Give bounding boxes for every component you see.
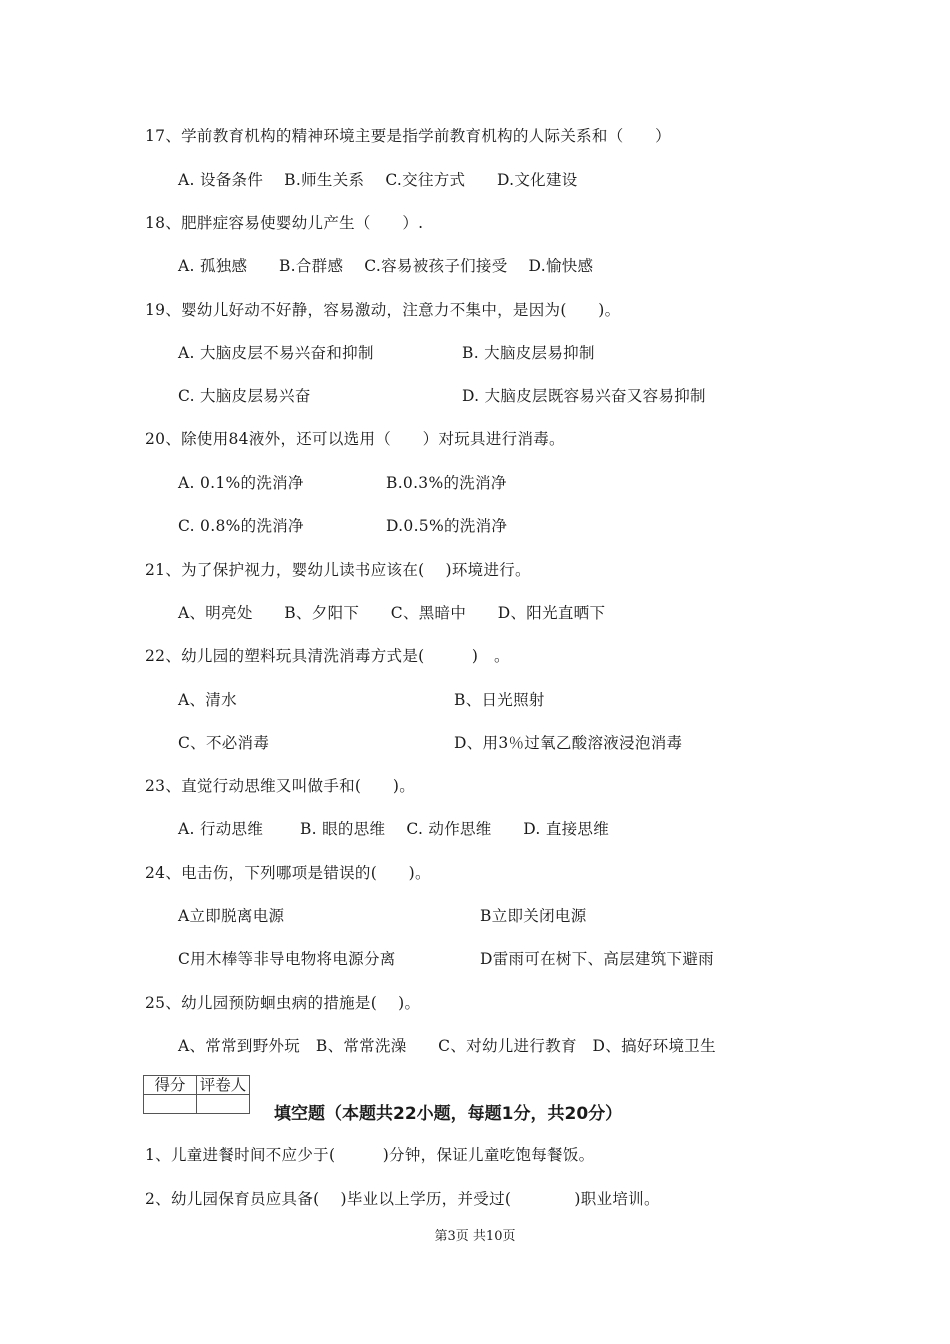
- question-18-options: A. 孤独感 B.合群感 C.容易被孩子们接受 D.愉快感: [178, 257, 594, 275]
- option-b: B、日光照射: [454, 691, 545, 709]
- question-19-options-row-2: [178, 386, 778, 406]
- question-17-options: A. 设备条件 B.师生关系 C.交往方式 D.文化建设: [178, 171, 578, 189]
- option-d: D. 大脑皮层既容易兴奋又容易抑制: [462, 387, 706, 405]
- score-label: 得分: [144, 1076, 197, 1095]
- question-25: 25、幼儿园预防蛔虫病的措施是( )。: [145, 994, 421, 1012]
- option-a: A. 大脑皮层不易兴奋和抑制: [178, 344, 374, 362]
- fill-in-question-2: 2、幼儿园保育员应具备( )毕业以上学历，并受过( )职业培训。: [145, 1190, 660, 1208]
- question-24-options-row-1: [178, 906, 778, 926]
- option-c: C用木棒等非导电物将电源分离: [178, 950, 396, 968]
- option-c: C. 0.8%的洗消净: [178, 517, 304, 535]
- question-20-options-row-1: [178, 473, 778, 493]
- option-a: A. 0.1%的洗消净: [178, 474, 304, 492]
- question-19: 19、婴幼儿好动不好静，容易激动，注意力不集中，是因为( )。: [145, 301, 621, 319]
- grader-cell: [197, 1095, 250, 1114]
- score-box: [143, 1075, 250, 1114]
- question-21-options: A、明亮处 B、夕阳下 C、黑暗中 D、阳光直晒下: [178, 604, 606, 622]
- option-a: A、清水: [178, 691, 237, 709]
- question-23-options: A. 行动思维 B. 眼的思维 C. 动作思维 D. 直接思维: [178, 820, 610, 838]
- section-title: 填空题（本题共22小题，每题1分，共20分）: [274, 1104, 623, 1124]
- question-24-options-row-2: [178, 949, 778, 969]
- question-22: 22、幼儿园的塑料玩具清洗消毒方式是( ) 。: [145, 647, 510, 665]
- question-19-options-row-1: [178, 343, 778, 363]
- option-a: A立即脱离电源: [178, 907, 285, 925]
- question-21: 21、为了保护视力，婴幼儿读书应该在( )环境进行。: [145, 561, 531, 579]
- option-c: C、不必消毒: [178, 734, 270, 752]
- option-d: D、用3％过氧乙酸溶液浸泡消毒: [454, 734, 683, 752]
- fill-in-question-1: 1、儿童进餐时间不应少于( )分钟，保证儿童吃饱每餐饭。: [145, 1146, 595, 1164]
- option-d: D.0.5%的洗消净: [386, 517, 508, 535]
- option-b: B立即关闭电源: [480, 907, 587, 925]
- question-23: 23、直觉行动思维又叫做手和( )。: [145, 777, 416, 795]
- question-20: 20、除使用84液外，还可以选用（ ）对玩具进行消毒。: [145, 430, 565, 448]
- option-c: C. 大脑皮层易兴奋: [178, 387, 311, 405]
- question-25-options: A、常常到野外玩 B、常常洗澡 C、对幼儿进行教育 D、搞好环境卫生: [178, 1037, 716, 1055]
- option-d: D雷雨可在树下、高层建筑下避雨: [480, 950, 714, 968]
- option-b: B. 大脑皮层易抑制: [462, 344, 595, 362]
- grader-label: 评卷人: [197, 1076, 250, 1095]
- option-b: B.0.3%的洗消净: [386, 474, 507, 492]
- question-18: 18、肥胖症容易使婴幼儿产生（ ）.: [145, 214, 424, 232]
- question-22-options-row-1: [178, 690, 778, 710]
- question-20-options-row-2: [178, 516, 778, 536]
- question-24: 24、电击伤，下列哪项是错误的( )。: [145, 864, 431, 882]
- page-footer: 第3页 共10页: [434, 1229, 516, 1244]
- question-17: 17、学前教育机构的精神环境主要是指学前教育机构的人际关系和（ ）: [145, 127, 671, 145]
- question-22-options-row-2: [178, 733, 778, 753]
- score-cell: [144, 1095, 197, 1114]
